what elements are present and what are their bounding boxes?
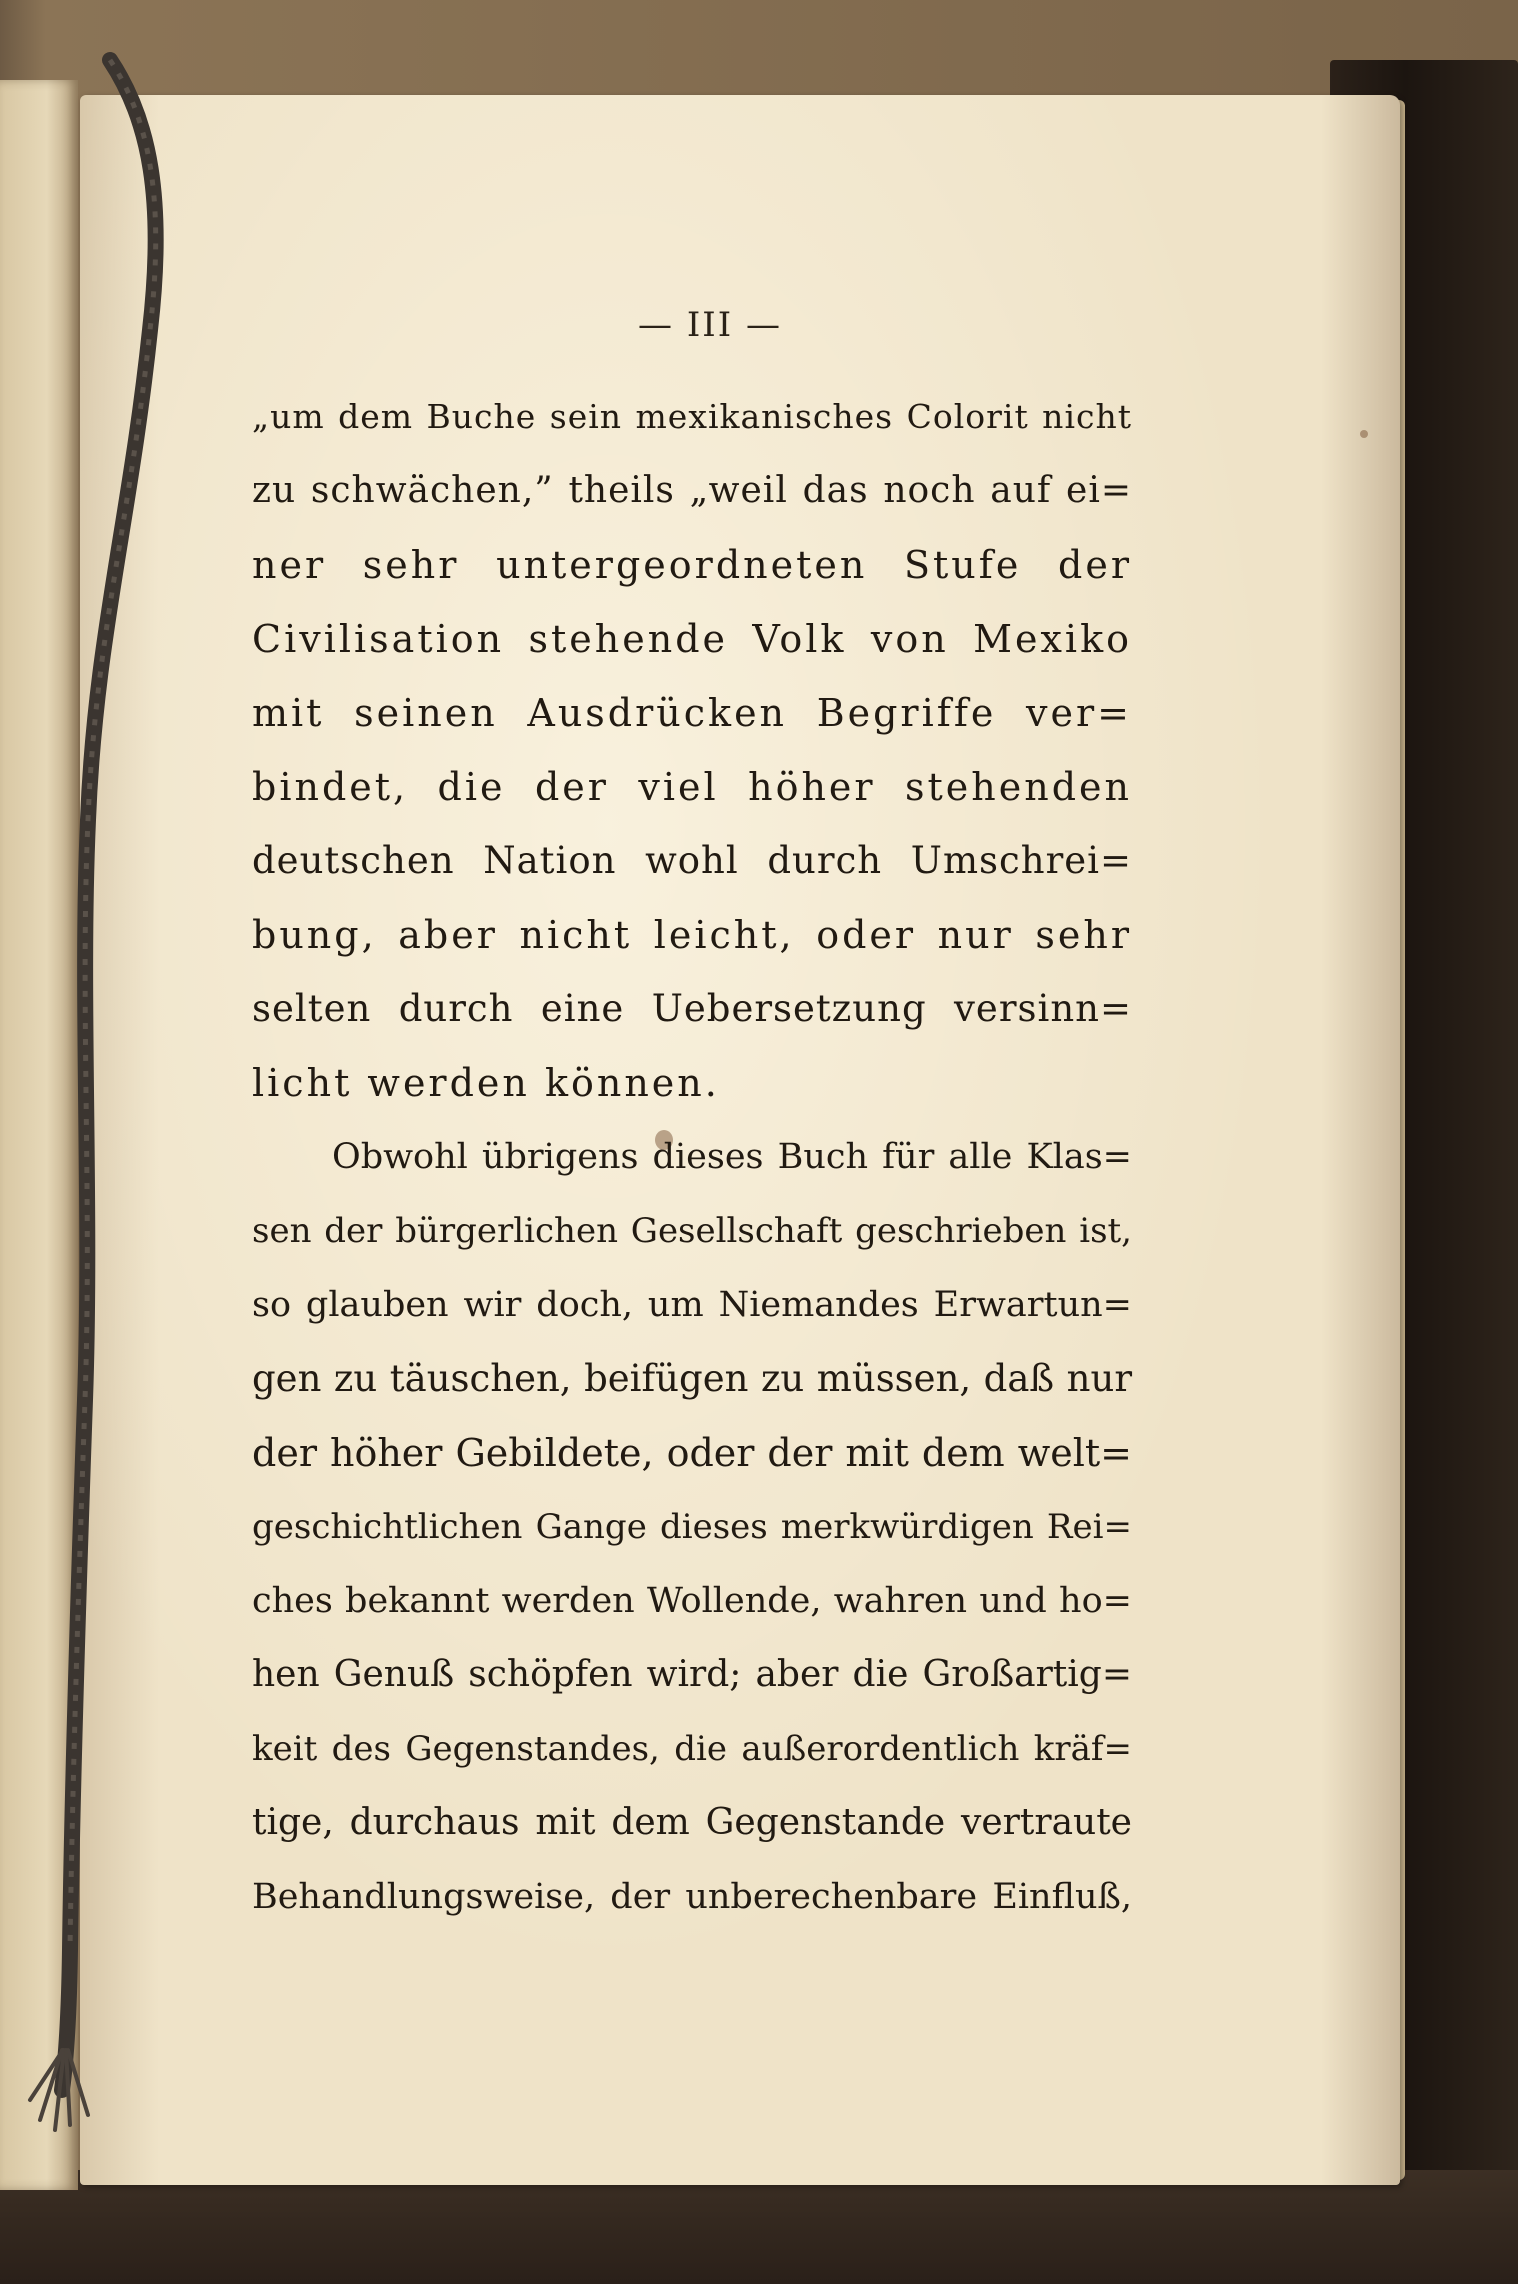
text-line: „um dem Buche sein mexikanisches Colorit nicht: [252, 397, 1132, 436]
left-page-edge: [0, 80, 78, 2190]
text-line: Obwohl übrigens dieses Buch für alle Klas=: [332, 1137, 1132, 1177]
text-line: ner sehr untergeordneten Stufe der: [252, 543, 1132, 587]
text-line: hen Genuß schöpfen wird; aber die Großartig=: [252, 1654, 1132, 1695]
page-number: — III —: [638, 305, 782, 345]
text-line: ches bekannt werden Wollende, wahren und ho=: [252, 1581, 1132, 1621]
body-text: [252, 380, 1132, 1934]
text-line: deutschen Nation wohl durch Umschrei=: [252, 839, 1132, 882]
text-line: Behandlungsweise, der unberechenbare Einfluß,: [252, 1877, 1132, 1917]
text-line: licht werden können.: [252, 1061, 720, 1105]
text-line: mit seinen Ausdrücken Begriffe ver=: [252, 691, 1132, 735]
text-line: bung, aber nicht leicht, oder nur sehr: [252, 913, 1132, 957]
text-line: der höher Gebildete, oder der mit dem welt=: [252, 1431, 1132, 1475]
text-line: geschichtlichen Gange dieses merkwürdigen Rei=: [252, 1507, 1132, 1547]
dust-speck: [1360, 430, 1368, 438]
text-line: gen zu täuschen, beifügen zu müssen, daß nur: [252, 1357, 1132, 1400]
text-line: tige, durchaus mit dem Gegenstande vertraute: [252, 1802, 1132, 1843]
text-line: Civilisation stehende Volk von Mexiko: [252, 617, 1132, 661]
text-line: bindet, die der viel höher stehenden: [252, 765, 1132, 809]
text-line: so glauben wir doch, um Niemandes Erwartun=: [252, 1285, 1132, 1325]
text-line: selten durch eine Uebersetzung versinn=: [252, 987, 1132, 1030]
book-cover-bottom: [0, 2170, 1518, 2284]
text-line: sen der bürgerlichen Gesellschaft geschrieben ist,: [252, 1211, 1132, 1251]
text-line: keit des Gegenstandes, die außerordentlich kräf=: [252, 1729, 1132, 1769]
text-line: zu schwächen,” theils „weil das noch auf ei=: [252, 470, 1132, 511]
